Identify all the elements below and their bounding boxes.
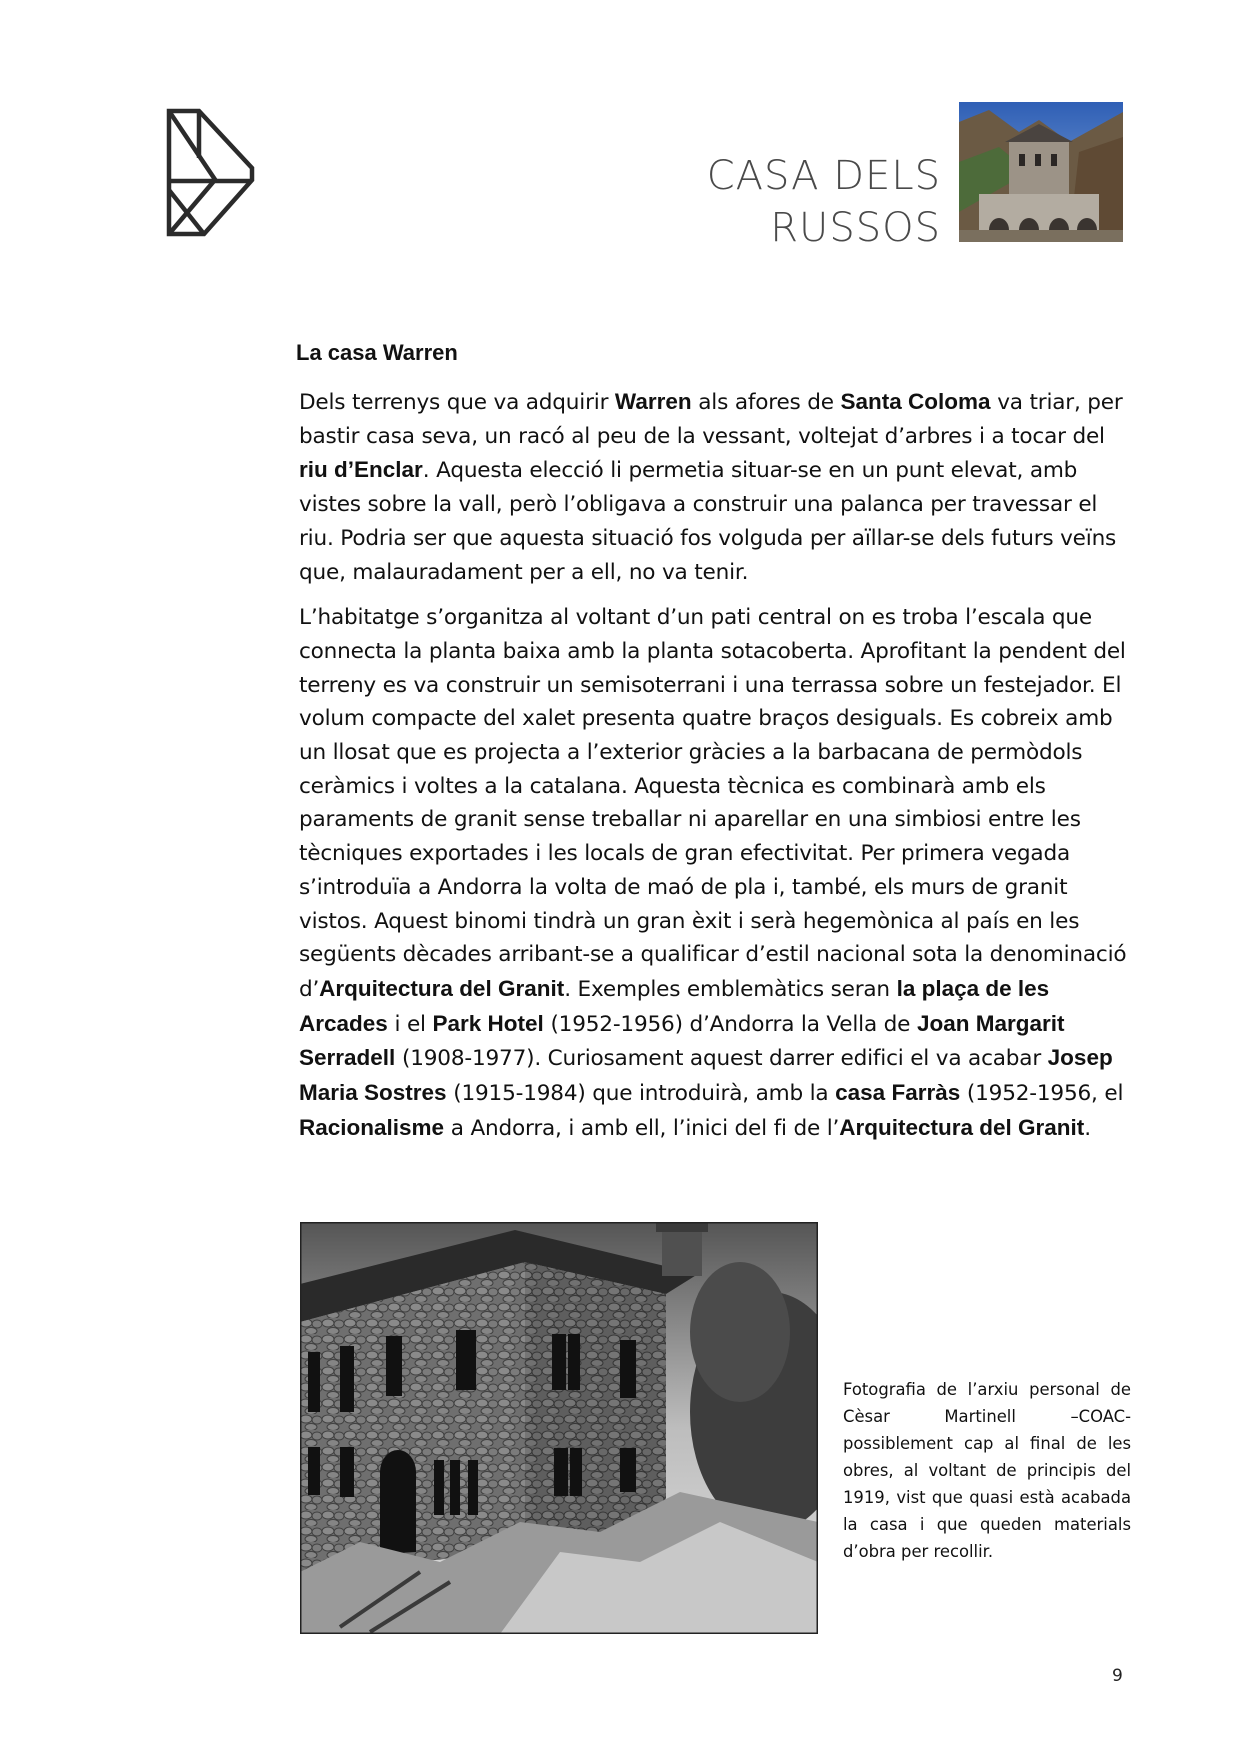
bold-term: casa Farràs — [835, 1080, 961, 1106]
thumbnail-photo — [959, 102, 1123, 242]
bold-term: Arquitectura del Granit — [839, 1114, 1085, 1140]
bold-term: riu d’Enclar — [299, 457, 423, 483]
section-heading: La casa Warren — [296, 340, 458, 365]
title-line-2: RUSSOS — [770, 205, 941, 251]
paragraph-1: Dels terrenys que va adquirir Warren als afores de Santa Coloma va triar, per bastir casa seva, un racó al peu de la vessant, voltejat d’arbres i a tocar del riu d’Enclar. Aquesta elecció li permetia situar-se en un punt elevat, amb vistes sobre la vall, però l’obligava a construir una palanca per travessar el riu. Podria ser que aquesta situació fos volguda per aïllar-se dels futurs veïns que, malauradament per a ell, no va tenir. — [299, 389, 1123, 585]
paragraph-2: L’habitatge s’organitza al voltant d’un pati central on es troba l’escala que connecta la planta baixa amb la planta sotacoberta. Aprofitant la pendent del terreny es va construir un semisoterrani i una terrassa sobre un festejador. El volum compacte del xalet presenta quatre braços desiguals. Es cobreix amb un llosat que es projecta a l’exterior gràcies a la barbacana de permòdols ceràmics i voltes a la catalana. Aquesta tècnica es combinarà amb els paraments de granit sense treballar ni aparellar en una simbiosi entre les tècniques exportades i les locals de gran efectivitat. Per primera vegada s’introduïa a Andorra la volta de maó de pla i, també, els murs de granit vistos. Aquest binomi tindrà un gran èxit i serà hegemònica al país en les següents dècades arribant-se a qualificar d’estil nacional sota la denominació d’Arquitectura del Granit. Exemples emblemàtics seran la plaça de les Arcades i el Park Hotel (1952-1956) d’Andorra la Vella de Joan Margarit Serradell (1908-1977). Curiosament aquest darrer edifici el va acabar Josep Maria Sostres (1915-1984) que introduirà, amb la casa Farràs (1952-1956, el Racionalisme a Andorra, i amb ell, l’inici del fi de l’Arquitectura del Granit. — [299, 605, 1127, 1141]
bold-term: Arquitectura del Granit — [319, 975, 565, 1001]
historical-photo — [300, 1222, 818, 1634]
bold-term: Santa Coloma — [840, 389, 991, 414]
bold-term: Josep Maria Sostres — [299, 1045, 1113, 1106]
bold-term: Joan Margarit Serradell — [299, 1010, 1065, 1071]
bold-term: Park Hotel — [432, 1010, 544, 1036]
logo-icon — [166, 108, 256, 238]
bold-term: la plaça de les Arcades — [299, 975, 1050, 1036]
page-number: 9 — [1112, 1666, 1123, 1686]
bold-term: Warren — [614, 389, 692, 414]
title-line-1: CASA DELS — [706, 153, 941, 199]
photo-caption: Fotografia de l’arxiu personal de Cèsar Martinell –COAC- possiblement cap al final de les obres, al voltant de principis del 1919, vist que quasi està acabada la casa i que queden materials d’obra per recollir. — [843, 1380, 1131, 1561]
page-title — [707, 150, 941, 254]
bold-term: Racionalisme — [299, 1114, 445, 1140]
body-text — [299, 385, 1134, 1157]
